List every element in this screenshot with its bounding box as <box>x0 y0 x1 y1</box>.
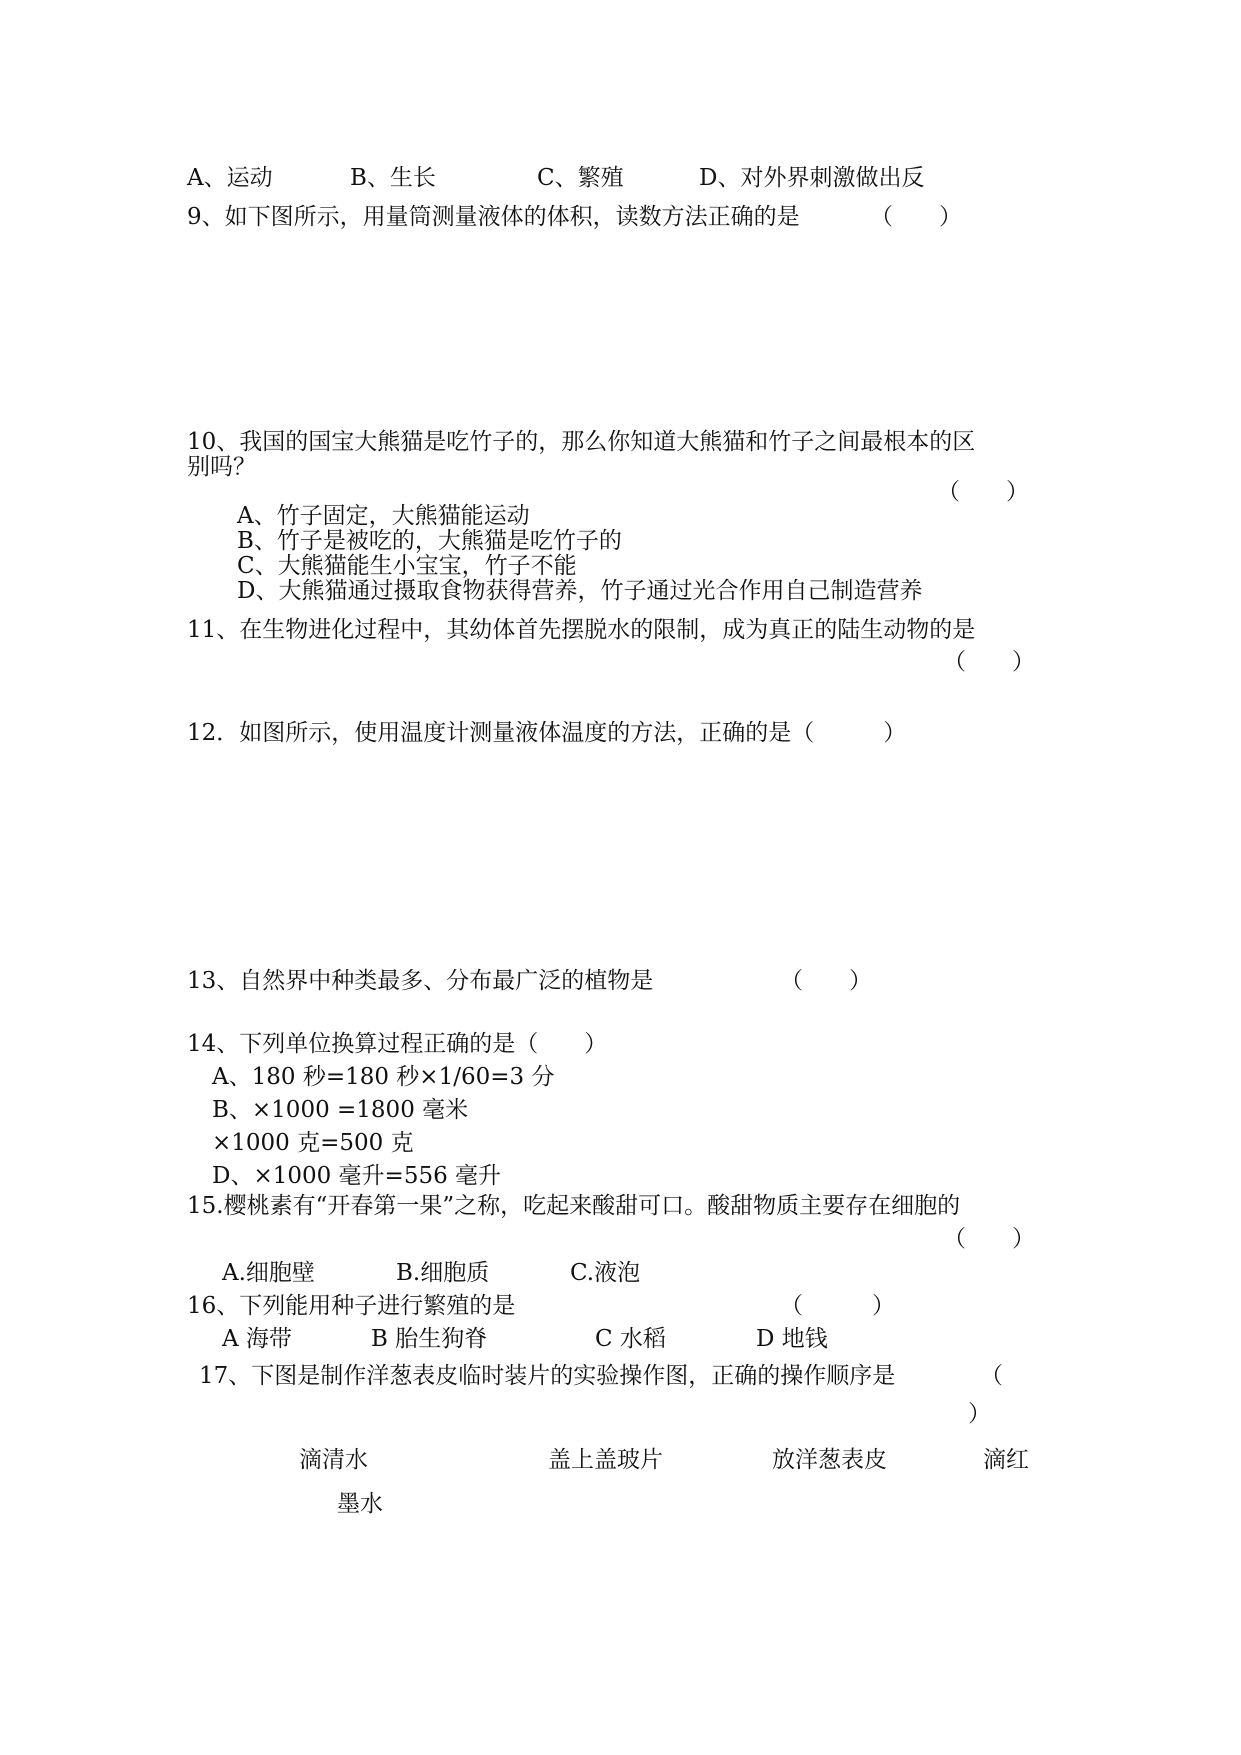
q16-option-d: D 地钱 <box>756 1326 828 1352</box>
q17-figure-label-2: 盖上盖玻片 <box>548 1447 663 1473</box>
q9-question-text: 9、如下图所示，用量筒测量液体的体积，读数方法正确的是 <box>187 204 800 230</box>
q12-question-text: 12．如图所示，使用温度计测量液体温度的方法，正确的是（ ） <box>187 720 907 746</box>
q10-option-a: A、竹子固定，大熊猫能运动 <box>237 503 530 529</box>
q15-option-c: C.液泡 <box>570 1260 641 1286</box>
q14-option-d: D、×1000 毫升=556 毫升 <box>212 1163 502 1189</box>
q14-option-c: ×1000 克=500 克 <box>212 1130 414 1156</box>
q17-question-text: 17、下图是制作洋葱表皮临时装片的实验操作图，正确的操作顺序是 <box>199 1363 896 1389</box>
q8-option-a: A、运动 <box>187 165 273 191</box>
q16-option-a: A 海带 <box>222 1326 292 1352</box>
q8-option-b: B、生长 <box>350 165 436 191</box>
q14-option-b: B、×1000 =1800 毫米 <box>212 1097 469 1123</box>
q13-question-text: 13、自然界中种类最多、分布最广泛的植物是 <box>187 968 654 994</box>
q16-answer-paren: （ ） <box>780 1293 895 1319</box>
q10-answer-paren: （ ） <box>937 479 1029 505</box>
q10-question-line1: 10、我国的国宝大熊猫是吃竹子的，那么你知道大熊猫和竹子之间最根本的区 <box>187 429 976 455</box>
q17-answer-paren-close: ） <box>968 1401 991 1427</box>
q14-option-a: A、180 秒=180 秒×1/60=3 分 <box>212 1064 555 1090</box>
q10-option-d: D、大熊猫通过摄取食物获得营养，竹子通过光合作用自己制造营养 <box>237 578 923 604</box>
q16-option-b: B 胎生狗脊 <box>371 1326 488 1352</box>
q17-figure-label-4b: 墨水 <box>337 1491 383 1517</box>
q15-answer-paren: （ ） <box>943 1226 1035 1252</box>
q11-question-text: 11、在生物进化过程中，其幼体首先摆脱水的限制，成为真正的陆生动物的是 <box>187 617 976 643</box>
q16-option-c: C 水稻 <box>595 1326 666 1352</box>
q16-question-text: 16、下列能用种子进行繁殖的是 <box>187 1293 516 1319</box>
q17-figure-label-3: 放洋葱表皮 <box>772 1447 887 1473</box>
q17-answer-paren-open: （ <box>980 1363 1003 1389</box>
q8-option-d: D、对外界刺激做出反 <box>699 165 925 191</box>
q13-answer-paren: （ ） <box>780 968 872 994</box>
q8-option-c: C、繁殖 <box>537 165 624 191</box>
q10-option-b: B、竹子是被吃的，大熊猫是吃竹子的 <box>237 528 622 554</box>
q17-figure-label-4a: 滴红 <box>983 1447 1029 1473</box>
q15-option-b: B.细胞质 <box>396 1260 490 1286</box>
q15-question-text: 15.樱桃素有“开春第一果”之称，吃起来酸甜可口。酸甜物质主要存在细胞的 <box>187 1193 961 1219</box>
q10-option-c: C、大熊猫能生小宝宝，竹子不能 <box>237 553 577 579</box>
q9-answer-paren: （ ） <box>870 204 962 230</box>
q14-question-text: 14、下列单位换算过程正确的是（ ） <box>187 1031 608 1057</box>
q15-option-a: A.细胞壁 <box>222 1260 315 1286</box>
q10-question-line2: 别吗？ <box>187 454 256 480</box>
q11-answer-paren: （ ） <box>943 649 1035 675</box>
q17-figure-label-1: 滴清水 <box>299 1447 368 1473</box>
